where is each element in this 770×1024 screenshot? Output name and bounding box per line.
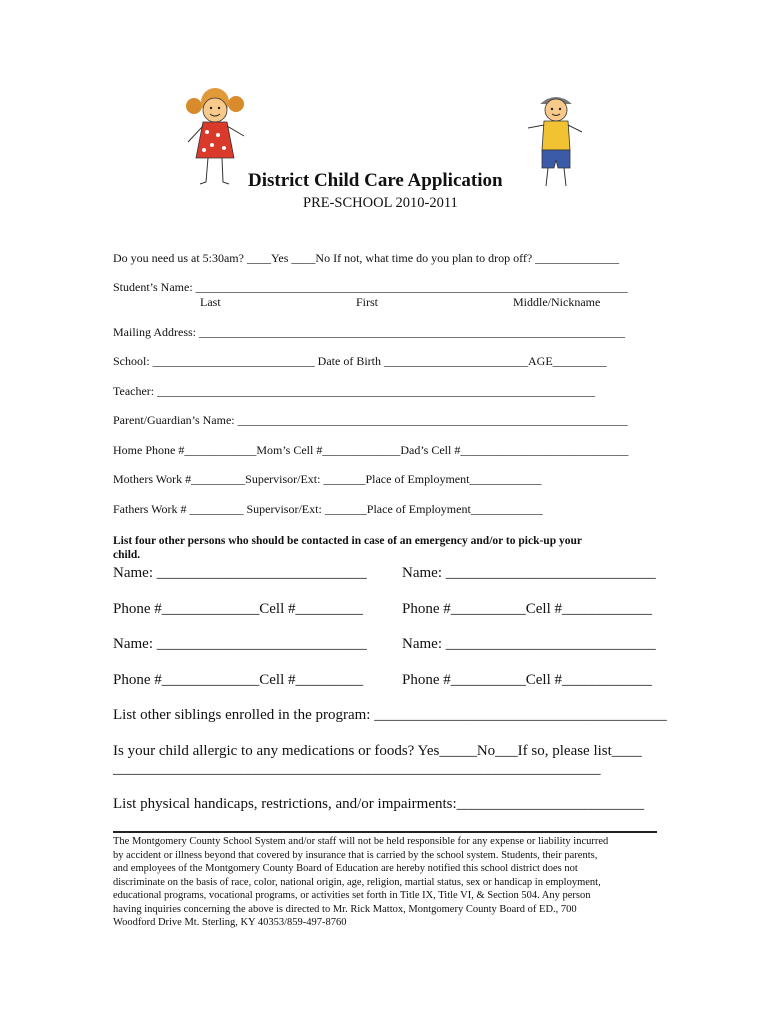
mailing-address-field[interactable]: Mailing Address: _______________________________________________________________________ [113, 325, 625, 339]
disclaimer-line-4: discriminate on the basis of race, color, national origin, age, religion, martial status, sex or handicap in employment, [113, 876, 601, 888]
phone-numbers-field[interactable]: Home Phone #____________Mom’s Cell #_____________Dad’s Cell #____________________________ [113, 443, 629, 457]
disclaimer-line-5: educational programs, vocational programs, or activities set forth in Title IX, Title VI, & Section 504. Any person [113, 890, 591, 901]
allergy-details-line[interactable]: _________________________________________________________________ [113, 761, 601, 777]
student-name-first-label: First [356, 295, 379, 309]
disclaimer-line-3: and employees of the Montgomery County Board of Education are hereby notified this school district does not [113, 863, 578, 874]
boy-cartoon-icon [520, 90, 592, 190]
page-subtitle: PRE-SCHOOL 2010-2011 [303, 195, 458, 211]
page-title: District Child Care Application [248, 170, 503, 191]
disclaimer-line-7: Woodford Drive Mt. Sterling, KY 40353/859-497-8760 [113, 917, 347, 928]
emergency-name-2[interactable]: Name: ____________________________ [402, 565, 656, 581]
school-field[interactable]: School: ___________________________ Date of Birth ________________________AGE_________ [113, 354, 607, 368]
mothers-work-field[interactable]: Mothers Work #_________Supervisor/Ext: _______Place of Employment____________ [113, 472, 542, 486]
handicaps-field[interactable]: List physical handicaps, restrictions, and/or impairments:_________________________ [113, 796, 645, 812]
disclaimer-line-2: by accident or illness beyond that covered by insurance that is carried by the school system. Students, their parents, [113, 849, 598, 861]
teacher-field[interactable]: Teacher: _________________________________________________________________________ [113, 384, 596, 398]
student-name-middle-label: Middle/Nickname [513, 295, 601, 309]
student-name-last-label: Last [200, 295, 221, 309]
emergency-name-4[interactable]: Name: ____________________________ [402, 636, 656, 652]
emergency-phone-4[interactable]: Phone #__________Cell #____________ [402, 672, 652, 688]
emergency-name-1[interactable]: Name: ____________________________ [113, 565, 367, 581]
emergency-phone-1[interactable]: Phone #_____________Cell #_________ [113, 601, 363, 617]
student-name-field[interactable]: Student’s Name: ________________________________________________________________________ [113, 280, 628, 294]
siblings-field[interactable]: List other siblings enrolled in the program: _______________________________________ [113, 707, 667, 723]
fathers-work-field[interactable]: Fathers Work # _________ Supervisor/Ext: _______Place of Employment____________ [113, 502, 543, 516]
emergency-name-3[interactable]: Name: ____________________________ [113, 636, 367, 652]
emergency-instruction-cont: child. [113, 549, 141, 561]
emergency-phone-3[interactable]: Phone #_____________Cell #_________ [113, 672, 363, 688]
emergency-phone-2[interactable]: Phone #__________Cell #____________ [402, 601, 652, 617]
allergy-question[interactable]: Is your child allergic to any medications or foods? Yes_____No___If so, please list____ [113, 743, 642, 759]
disclaimer-line-6: having inquiries concerning the above is directed to Mr. Rick Mattox, Montgomery County Board of ED., 700 [113, 903, 577, 915]
disclaimer-line-1: The Montgomery County School System and/or staff will not be held responsible for any expense or liability incurred [113, 836, 609, 847]
girl-cartoon-icon [178, 90, 258, 190]
emergency-instruction: List four other persons who should be contacted in case of an emergency and/or to pick-up your [113, 535, 582, 547]
drop-off-question[interactable]: Do you need us at 5:30am? ____Yes ____No If not, what time do you plan to drop off? ______________ [113, 251, 620, 265]
guardian-name-field[interactable]: Parent/Guardian’s Name: _________________________________________________________________ [113, 413, 628, 427]
footer-divider [113, 831, 657, 833]
